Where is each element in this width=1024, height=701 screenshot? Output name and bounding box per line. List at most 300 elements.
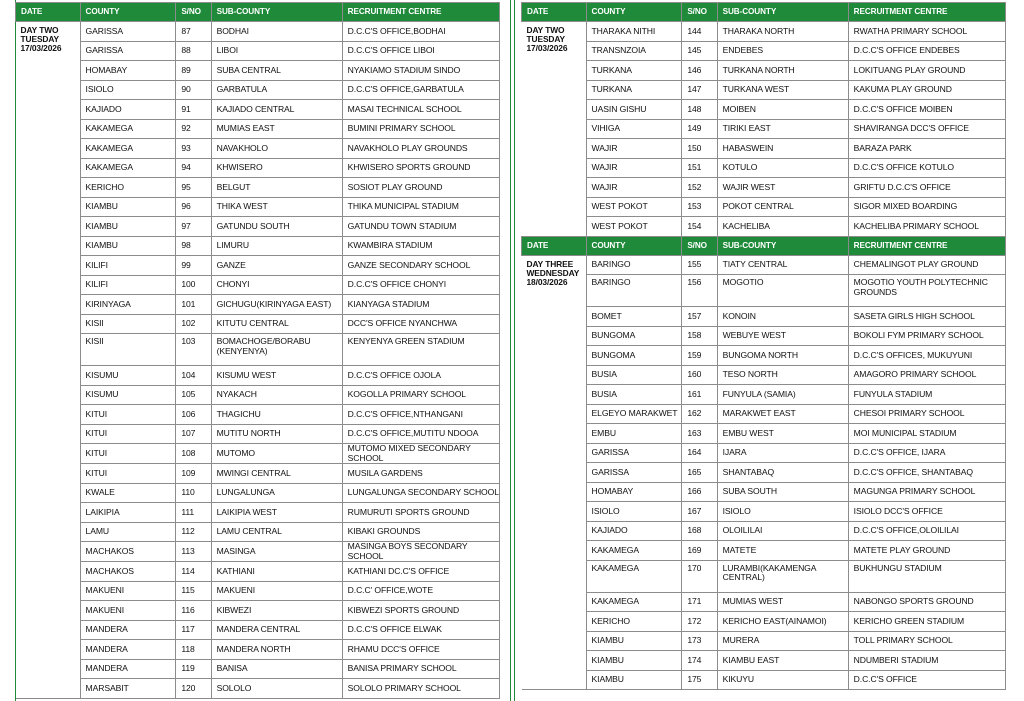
cell-sno: 144 (682, 22, 717, 42)
table-row (16, 405, 500, 425)
cell-county: KISUMU (80, 385, 176, 405)
cell-county: KIRINYAGA (80, 295, 176, 315)
cell-county: KITUI (80, 444, 176, 464)
cell-county: KAKAMEGA (80, 158, 176, 178)
cell-sno: 162 (682, 404, 717, 424)
cell-recruitment-centre: D.C.C' OFFICE,WOTE (342, 581, 499, 601)
table-row (16, 424, 500, 444)
cell-sno: 166 (682, 482, 717, 502)
cell-county: MARSABIT (80, 679, 176, 699)
cell-sno: 107 (176, 424, 211, 444)
right-schedule-panel (521, 2, 1006, 690)
header-recruitment-centre: RECRUITMENT CENTRE (848, 236, 1005, 255)
cell-sno: 163 (682, 424, 717, 444)
cell-recruitment-centre: KATHIANI DC.C'S OFFICE (342, 562, 499, 582)
cell-sub-county: KAJIADO CENTRAL (211, 100, 342, 120)
cell-recruitment-centre: D.C.C'S OFFICE, SHANTABAQ (848, 463, 1005, 483)
cell-county: KAKAMEGA (80, 119, 176, 139)
table-row (522, 255, 1006, 275)
table-row (522, 560, 1006, 592)
table-row (16, 275, 500, 295)
cell-county: KIAMBU (80, 197, 176, 217)
cell-sub-county: THIKA WEST (211, 197, 342, 217)
cell-recruitment-centre: D.C.C'S OFFICES, MUKUYUNI (848, 346, 1005, 366)
cell-county: MANDERA (80, 659, 176, 679)
cell-sno: 156 (682, 275, 717, 307)
table-row (522, 80, 1006, 100)
cell-recruitment-centre: D.C.C'S OFFICE ENDEBES (848, 41, 1005, 61)
cell-county: KITUI (80, 424, 176, 444)
cell-sno: 151 (682, 158, 717, 178)
cell-recruitment-centre: KWAMBIRA STADIUM (342, 236, 499, 256)
table-row (522, 670, 1006, 690)
cell-recruitment-centre: BANISA PRIMARY SCHOOL (342, 659, 499, 679)
cell-recruitment-centre: DCC'S OFFICE NYANCHWA (342, 314, 499, 334)
cell-recruitment-centre: D.C.C'S OFFICE,OLOILILAI (848, 521, 1005, 541)
cell-sno: 157 (682, 307, 717, 327)
header-date: DATE (522, 236, 587, 255)
cell-recruitment-centre: CHESOI PRIMARY SCHOOL (848, 404, 1005, 424)
cell-recruitment-centre: AMAGORO PRIMARY SCHOOL (848, 365, 1005, 385)
cell-recruitment-centre: THIKA MUNICIPAL STADIUM (342, 197, 499, 217)
cell-recruitment-centre: D.C.C'S OFFICE OJOLA (342, 366, 499, 386)
cell-sno: 164 (682, 443, 717, 463)
cell-recruitment-centre: TOLL PRIMARY SCHOOL (848, 631, 1005, 651)
cell-county: ISIOLO (80, 80, 176, 100)
cell-sno: 173 (682, 631, 717, 651)
cell-recruitment-centre: BUKHUNGU STADIUM (848, 560, 1005, 592)
cell-sno: 175 (682, 670, 717, 690)
cell-sub-county: WEBUYE WEST (717, 326, 848, 346)
header-sno: S/NO (682, 236, 717, 255)
cell-recruitment-centre: MAGUNGA PRIMARY SCHOOL (848, 482, 1005, 502)
cell-county: KISII (80, 314, 176, 334)
cell-sno: 146 (682, 61, 717, 81)
table-row (16, 542, 500, 562)
cell-recruitment-centre: LOKITUANG PLAY GROUND (848, 61, 1005, 81)
cell-sub-county: MUTOMO (211, 444, 342, 464)
table-row (16, 581, 500, 601)
cell-county: MAKUENI (80, 601, 176, 621)
cell-county: BUNGOMA (586, 346, 682, 366)
table-row (522, 100, 1006, 120)
cell-sno: 174 (682, 651, 717, 671)
cell-recruitment-centre: NDUMBERI STADIUM (848, 651, 1005, 671)
cell-sub-county: GATUNDU SOUTH (211, 217, 342, 237)
table-row (522, 521, 1006, 541)
cell-sno: 94 (176, 158, 211, 178)
cell-recruitment-centre: D.C.C'S OFFICE LIBOI (342, 41, 499, 61)
cell-sno: 111 (176, 503, 211, 523)
cell-sno: 87 (176, 22, 211, 42)
cell-sno: 116 (176, 601, 211, 621)
cell-sno: 114 (176, 562, 211, 582)
cell-recruitment-centre: RWATHA PRIMARY SCHOOL (848, 22, 1005, 42)
cell-recruitment-centre: D.C.C'S OFFICE,BODHAI (342, 22, 499, 42)
cell-sno: 112 (176, 522, 211, 542)
cell-sub-county: KISUMU WEST (211, 366, 342, 386)
cell-sno: 99 (176, 256, 211, 276)
cell-sub-county: KONOIN (717, 307, 848, 327)
cell-county: EMBU (586, 424, 682, 444)
date-cell (522, 255, 587, 690)
cell-sub-county: TIRIKI EAST (717, 119, 848, 139)
header-county: COUNTY (80, 3, 176, 22)
date-line: WEDNESDAY (526, 267, 580, 278)
cell-county: KISUMU (80, 366, 176, 386)
cell-recruitment-centre: NAVAKHOLO PLAY GROUNDS (342, 139, 499, 159)
cell-sno: 110 (176, 483, 211, 503)
table-row (16, 217, 500, 237)
table-row (522, 424, 1006, 444)
cell-recruitment-centre: BOKOLI FYM PRIMARY SCHOOL (848, 326, 1005, 346)
cell-sno: 119 (176, 659, 211, 679)
cell-sub-county: MOGOTIO (717, 275, 848, 307)
cell-recruitment-centre: MASINGA BOYS SECONDARY SCHOOL (342, 542, 499, 562)
cell-sno: 148 (682, 100, 717, 120)
cell-recruitment-centre: GRIFTU D.C.C'S OFFICE (848, 178, 1005, 198)
cell-sno: 150 (682, 139, 717, 159)
cell-sub-county: ISIOLO (717, 502, 848, 522)
cell-sno: 105 (176, 385, 211, 405)
cell-sub-county: TESO NORTH (717, 365, 848, 385)
cell-sub-county: MUMIAS WEST (717, 592, 848, 612)
cell-sno: 152 (682, 178, 717, 198)
table-row (16, 139, 500, 159)
date-line: TUESDAY (20, 34, 60, 44)
cell-sno: 169 (682, 541, 717, 561)
cell-sub-county: MANDERA CENTRAL (211, 620, 342, 640)
table-row (522, 463, 1006, 483)
cell-county: GARISSA (80, 41, 176, 61)
cell-recruitment-centre: MUSILA GARDENS (342, 464, 499, 484)
cell-county: KILIFI (80, 256, 176, 276)
cell-sub-county: MOIBEN (717, 100, 848, 120)
cell-sno: 172 (682, 612, 717, 632)
cell-recruitment-centre: NABONGO SPORTS GROUND (848, 592, 1005, 612)
cell-sub-county: SUBA SOUTH (717, 482, 848, 502)
cell-recruitment-centre: KIBWEZI SPORTS GROUND (342, 601, 499, 621)
cell-county: GARISSA (80, 22, 176, 42)
table-row (522, 346, 1006, 366)
date-line: DAY THREE (526, 258, 574, 269)
cell-recruitment-centre: MOGOTIO YOUTH POLYTECHNIC GROUNDS (848, 275, 1005, 307)
cell-county: THARAKA NITHI (586, 22, 682, 42)
cell-sub-county: KIKUYU (717, 670, 848, 690)
cell-county: KILIFI (80, 275, 176, 295)
cell-county: ISIOLO (586, 502, 682, 522)
date-cell (522, 22, 587, 237)
cell-sno: 158 (682, 326, 717, 346)
cell-sub-county: LURAMBI(KAKAMENGA CENTRAL) (717, 560, 848, 592)
left-table-body (16, 22, 500, 699)
table-row (522, 592, 1006, 612)
table-row (522, 365, 1006, 385)
cell-county: KIAMBU (80, 236, 176, 256)
cell-county: KIAMBU (586, 670, 682, 690)
cell-recruitment-centre: D.C.C'S OFFICE,NTHANGANI (342, 405, 499, 425)
cell-county: KAKAMEGA (80, 139, 176, 159)
table-row (16, 444, 500, 464)
cell-sub-county: EMBU WEST (717, 424, 848, 444)
cell-recruitment-centre: D.C.C'S OFFICE KOTULO (848, 158, 1005, 178)
table-row (16, 483, 500, 503)
cell-sno: 91 (176, 100, 211, 120)
header-county: COUNTY (586, 236, 682, 255)
cell-county: KAKAMEGA (586, 592, 682, 612)
cell-county: BARINGO (586, 275, 682, 307)
table-row (16, 503, 500, 523)
cell-recruitment-centre: KENYENYA GREEN STADIUM (342, 334, 499, 366)
cell-recruitment-centre: GANZE SECONDARY SCHOOL (342, 256, 499, 276)
header-date: DATE (16, 3, 81, 22)
cell-recruitment-centre: CHEMALINGOT PLAY GROUND (848, 255, 1005, 275)
table-row (16, 659, 500, 679)
cell-recruitment-centre: D.C.C'S OFFICE CHONYI (342, 275, 499, 295)
table-row (522, 502, 1006, 522)
cell-sub-county: NAVAKHOLO (211, 139, 342, 159)
cell-recruitment-centre: BUMINI PRIMARY SCHOOL (342, 119, 499, 139)
cell-county: TURKANA (586, 61, 682, 81)
cell-county: WAJIR (586, 158, 682, 178)
cell-sno: 113 (176, 542, 211, 562)
cell-sno: 167 (682, 502, 717, 522)
cell-sno: 102 (176, 314, 211, 334)
table-row (16, 41, 500, 61)
cell-county: MANDERA (80, 640, 176, 660)
table-row (522, 22, 1006, 42)
cell-recruitment-centre: SOSIOT PLAY GROUND (342, 178, 499, 198)
table-row (16, 385, 500, 405)
table-row (522, 612, 1006, 632)
header-sub-county: SUB-COUNTY (717, 3, 848, 22)
cell-recruitment-centre: D.C.C'S OFFICE, IJARA (848, 443, 1005, 463)
header-sno: S/NO (682, 3, 717, 22)
cell-county: HOMABAY (80, 61, 176, 81)
cell-sub-county: KOTULO (717, 158, 848, 178)
cell-sno: 171 (682, 592, 717, 612)
cell-recruitment-centre: MATETE PLAY GROUND (848, 541, 1005, 561)
cell-county: HOMABAY (586, 482, 682, 502)
cell-county: MANDERA (80, 620, 176, 640)
date-line: DAY TWO (526, 25, 565, 35)
cell-county: LAIKIPIA (80, 503, 176, 523)
table-row (522, 404, 1006, 424)
table-row (16, 601, 500, 621)
cell-sno: 100 (176, 275, 211, 295)
cell-sno: 165 (682, 463, 717, 483)
cell-sub-county: LAMU CENTRAL (211, 522, 342, 542)
cell-sub-county: GARBATULA (211, 80, 342, 100)
cell-recruitment-centre: BARAZA PARK (848, 139, 1005, 159)
cell-sub-county: TIATY CENTRAL (717, 255, 848, 275)
cell-recruitment-centre: D.C.C'S OFFICE (848, 670, 1005, 690)
cell-sno: 145 (682, 41, 717, 61)
cell-sno: 93 (176, 139, 211, 159)
cell-sub-county: TURKANA NORTH (717, 61, 848, 81)
cell-sno: 98 (176, 236, 211, 256)
cell-sno: 118 (176, 640, 211, 660)
table-row (16, 334, 500, 366)
table-row (16, 197, 500, 217)
cell-recruitment-centre: MOI MUNICIPAL STADIUM (848, 424, 1005, 444)
cell-sub-county: THARAKA NORTH (717, 22, 848, 42)
cell-recruitment-centre: LUNGALUNGA SECONDARY SCHOOL (342, 483, 499, 503)
cell-sno: 89 (176, 61, 211, 81)
cell-sno: 154 (682, 217, 717, 237)
table-row (16, 158, 500, 178)
cell-sno: 97 (176, 217, 211, 237)
cell-sub-county: LAIKIPIA WEST (211, 503, 342, 523)
table-row (522, 158, 1006, 178)
cell-sno: 155 (682, 255, 717, 275)
header-recruitment-centre: RECRUITMENT CENTRE (342, 3, 499, 22)
table-row (522, 275, 1006, 307)
cell-sno: 115 (176, 581, 211, 601)
table-row (522, 631, 1006, 651)
table-row (522, 197, 1006, 217)
table-row (522, 61, 1006, 81)
cell-sub-county: KITUTU CENTRAL (211, 314, 342, 334)
table-row (522, 385, 1006, 405)
cell-county: TURKANA (586, 80, 682, 100)
cell-county: KITUI (80, 464, 176, 484)
cell-recruitment-centre: KAKUMA PLAY GROUND (848, 80, 1005, 100)
cell-recruitment-centre: D.C.C'S OFFICE MOIBEN (848, 100, 1005, 120)
cell-county: UASIN GISHU (586, 100, 682, 120)
cell-county: KAKAMEGA (586, 541, 682, 561)
table-row (16, 100, 500, 120)
cell-sub-county: FUNYULA (SAMIA) (717, 385, 848, 405)
cell-county: TRANSNZOIA (586, 41, 682, 61)
cell-sno: 168 (682, 521, 717, 541)
cell-county: KISII (80, 334, 176, 366)
cell-sub-county: MARAKWET EAST (717, 404, 848, 424)
table-row (522, 307, 1006, 327)
cell-recruitment-centre: D.C.C'S OFFICE,GARBATULA (342, 80, 499, 100)
table-row (16, 236, 500, 256)
cell-county: LAMU (80, 522, 176, 542)
cell-recruitment-centre: SOLOLO PRIMARY SCHOOL (342, 679, 499, 699)
cell-sub-county: MWINGI CENTRAL (211, 464, 342, 484)
date-line: TUESDAY (526, 34, 566, 44)
cell-recruitment-centre: KHWISERO SPORTS GROUND (342, 158, 499, 178)
table-row (16, 314, 500, 334)
cell-county: BUSIA (586, 365, 682, 385)
date-line: 18/03/2026 (526, 276, 568, 287)
cell-recruitment-centre: D.C.C'S OFFICE ELWAK (342, 620, 499, 640)
cell-county: KERICHO (80, 178, 176, 198)
date-line: DAY TWO (20, 25, 59, 35)
cell-recruitment-centre: KACHELIBA PRIMARY SCHOOL (848, 217, 1005, 237)
cell-county: BUSIA (586, 385, 682, 405)
table-row (522, 326, 1006, 346)
table-row (522, 41, 1006, 61)
cell-sub-county: TURKANA WEST (717, 80, 848, 100)
cell-sub-county: CHONYI (211, 275, 342, 295)
cell-sub-county: KACHELIBA (717, 217, 848, 237)
table-row (16, 464, 500, 484)
cell-county: MACHAKOS (80, 562, 176, 582)
cell-sno: 159 (682, 346, 717, 366)
cell-county: BOMET (586, 307, 682, 327)
cell-sub-county: SUBA CENTRAL (211, 61, 342, 81)
cell-sub-county: KHWISERO (211, 158, 342, 178)
right-table-body (522, 3, 1006, 690)
cell-county: VIHIGA (586, 119, 682, 139)
cell-sno: 120 (176, 679, 211, 699)
cell-sno: 96 (176, 197, 211, 217)
cell-recruitment-centre: KERICHO GREEN STADIUM (848, 612, 1005, 632)
table-row (16, 679, 500, 699)
table-row (16, 620, 500, 640)
cell-sno: 147 (682, 80, 717, 100)
cell-sub-county: BELGUT (211, 178, 342, 198)
cell-county: WAJIR (586, 139, 682, 159)
header-sub-county: SUB-COUNTY (211, 3, 342, 22)
cell-county: KIAMBU (80, 217, 176, 237)
cell-recruitment-centre: ISIOLO DCC'S OFFICE (848, 502, 1005, 522)
cell-sub-county: ENDEBES (717, 41, 848, 61)
cell-sub-county: MURERA (717, 631, 848, 651)
date-line: 17/03/2026 (20, 43, 62, 53)
cell-county: BUNGOMA (586, 326, 682, 346)
cell-sub-county: MUTITU NORTH (211, 424, 342, 444)
cell-sno: 170 (682, 560, 717, 592)
cell-county: WEST POKOT (586, 197, 682, 217)
cell-county: KITUI (80, 405, 176, 425)
cell-recruitment-centre: MUTOMO MIXED SECONDARY SCHOOL (342, 444, 499, 464)
cell-recruitment-centre: KOGOLLA PRIMARY SCHOOL (342, 385, 499, 405)
cell-sno: 90 (176, 80, 211, 100)
cell-sub-county: THAGICHU (211, 405, 342, 425)
cell-sno: 109 (176, 464, 211, 484)
table-row (16, 61, 500, 81)
cell-sub-county: NYAKACH (211, 385, 342, 405)
table-row (16, 562, 500, 582)
cell-sub-county: SOLOLO (211, 679, 342, 699)
table-row (522, 119, 1006, 139)
table-row (522, 651, 1006, 671)
cell-county: KIAMBU (586, 651, 682, 671)
cell-sno: 106 (176, 405, 211, 425)
cell-county: ELGEYO MARAKWET (586, 404, 682, 424)
cell-recruitment-centre: SHAVIRANGA DCC'S OFFICE (848, 119, 1005, 139)
date-cell (16, 22, 81, 699)
cell-county: KERICHO (586, 612, 682, 632)
cell-sub-county: WAJIR WEST (717, 178, 848, 198)
table-row (522, 217, 1006, 237)
cell-sub-county: KATHIANI (211, 562, 342, 582)
cell-sub-county: OLOILILAI (717, 521, 848, 541)
table-row (16, 522, 500, 542)
header-row (522, 3, 1006, 22)
table-row (16, 119, 500, 139)
cell-county: MACHAKOS (80, 542, 176, 562)
table-row (16, 256, 500, 276)
cell-recruitment-centre: NYAKIAMO STADIUM SINDO (342, 61, 499, 81)
cell-sub-county: GICHUGU(KIRINYAGA EAST) (211, 295, 342, 315)
cell-sub-county: IJARA (717, 443, 848, 463)
cell-sub-county: MASINGA (211, 542, 342, 562)
cell-sno: 117 (176, 620, 211, 640)
date-line: 17/03/2026 (526, 43, 568, 53)
cell-sub-county: SHANTABAQ (717, 463, 848, 483)
table-row (522, 139, 1006, 159)
header-date: DATE (522, 3, 587, 22)
cell-county: GARISSA (586, 463, 682, 483)
cell-sno: 92 (176, 119, 211, 139)
